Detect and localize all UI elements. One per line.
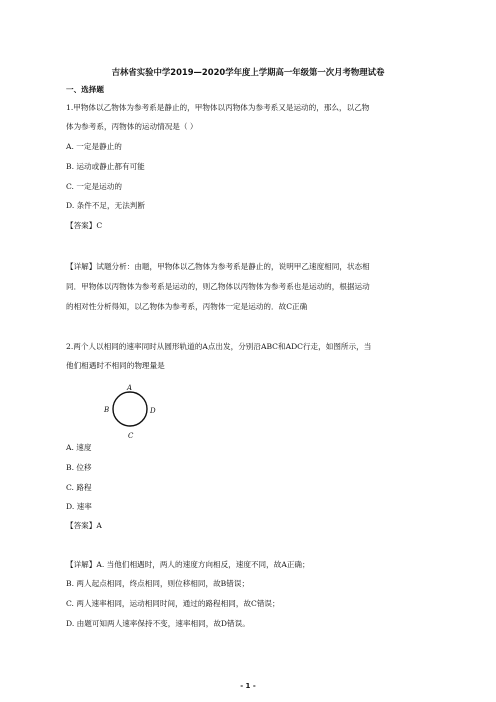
q1-explain-line-2: 同．甲物体以丙物体为参考系是运动的，则乙物体以丙物体为参考系也是运动的，根据运动 xyxy=(66,282,370,291)
q1-explain-line-1: 【详解】试题分析：由题，甲物体以乙物体为参考系是静止的，说明甲乙速度相同，状态相 xyxy=(66,262,370,271)
q2-option-a: A. 速度 xyxy=(66,443,92,452)
label-c: C xyxy=(128,432,134,440)
page-number: - 1 - xyxy=(240,682,256,690)
q1-option-a: A. 一定是静止的 xyxy=(66,142,122,151)
document-title: 吉林省实验中学2019—2020学年度上学期高一年级第一次月考物理试卷 xyxy=(111,67,385,77)
q2-explain-line-1: 【详解】A. 当他们相遇时，两人的速度方向相反，速度不同，故A正确； xyxy=(66,560,310,569)
section-heading: 一、选择题 xyxy=(66,85,104,94)
q2-answer: 【答案】A xyxy=(66,521,102,530)
q1-answer: 【答案】C xyxy=(66,221,103,230)
q1-option-d: D. 条件不足，无法判断 xyxy=(66,201,145,210)
q2-option-c: C. 路程 xyxy=(66,483,92,492)
q2-option-d: D. 速率 xyxy=(66,502,92,511)
q2-explain-line-2: B. 两人起点相同，终点相同，则位移相同，故B错误； xyxy=(66,579,250,588)
track-circle xyxy=(113,392,147,426)
label-b: B xyxy=(104,406,110,414)
q1-explain-line-3: 的相对性分析得知，以乙物体为参考系，丙物体一定是运动的．故C正确 xyxy=(66,302,308,311)
q1-stem-line-2: 体为参考系，丙物体的运动情况是（ ） xyxy=(66,122,198,131)
q2-stem-line-2: 他们相遇时不相同的物理量是 xyxy=(66,361,165,370)
q2-explain-line-4: D. 由题可知两人速率保持不变，速率相同，故D错误。 xyxy=(66,619,250,628)
q2-option-b: B. 位移 xyxy=(66,463,92,472)
circular-track-figure xyxy=(100,378,156,444)
label-d: D xyxy=(150,407,156,415)
q2-explain-line-3: C. 两人速率相同，运动相同时间，通过的路程相同，故C错误； xyxy=(66,599,280,608)
label-a: A xyxy=(127,384,133,392)
q2-stem-line-1: 2.两个人以相同的速率同时从圆形轨道的A点出发，分别沿ABC和ADC行走，如图所示，当 xyxy=(66,342,372,351)
q1-stem-line-1: 1.甲物体以乙物体为参考系是静止的，甲物体以丙物体为参考系又是运动的，那么，以乙物 xyxy=(66,103,370,112)
q1-option-b: B. 运动或静止都有可能 xyxy=(66,162,145,171)
q1-option-c: C. 一定是运动的 xyxy=(66,182,122,191)
